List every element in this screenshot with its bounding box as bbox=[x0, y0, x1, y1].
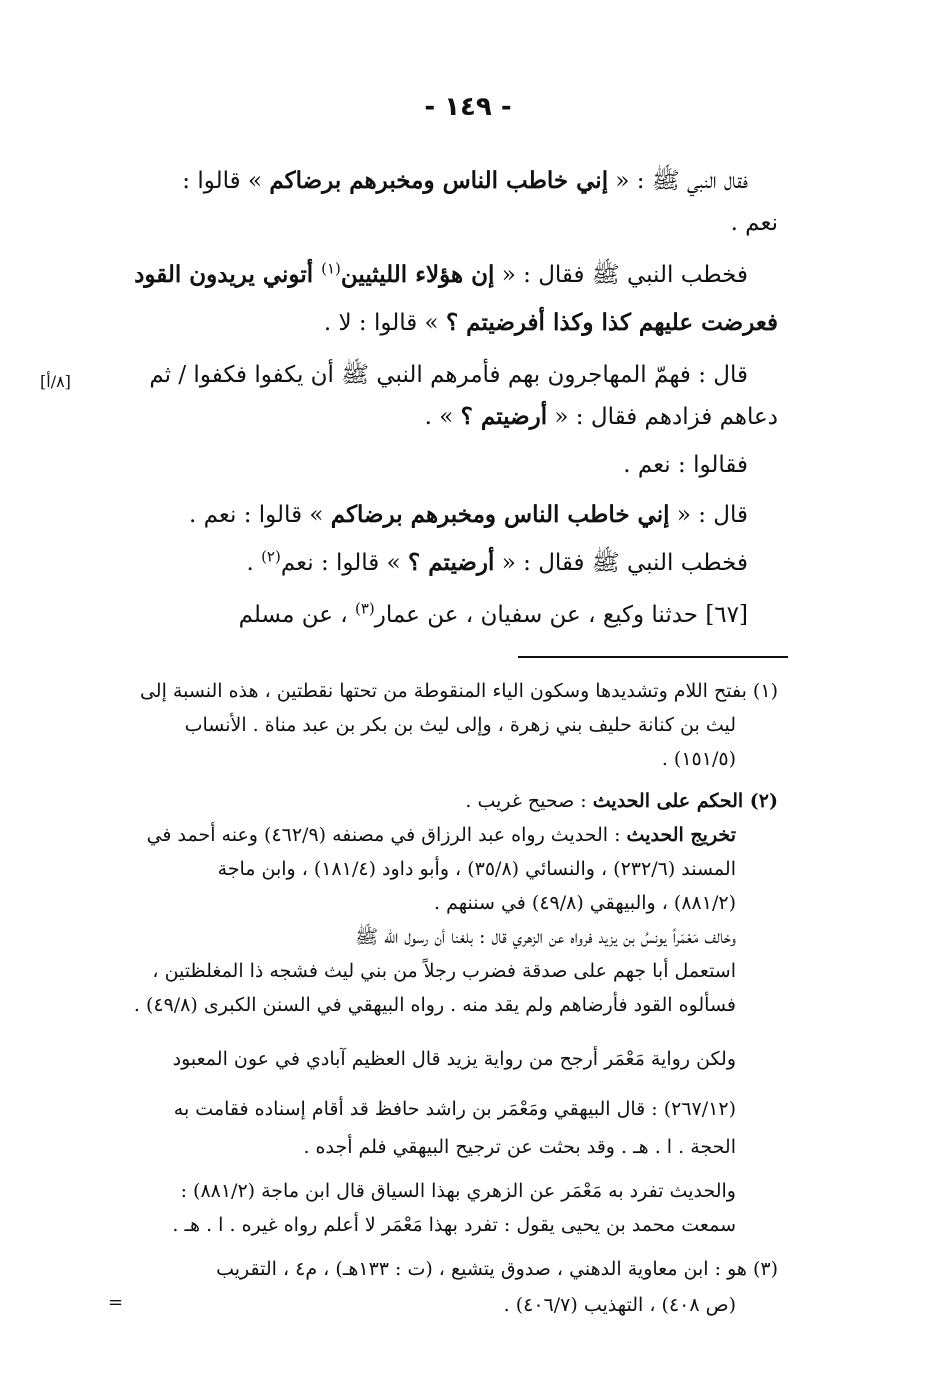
footnote-line-2: ليث بن كنانة حليف بني زهرة ، وإلى ليث بن بكر بن عبد مناة . الأنساب bbox=[184, 714, 736, 736]
main-line-8: قال : « إني خاطب الناس ومخبرهم برضاكم » قالوا : نعم . bbox=[188, 501, 748, 528]
main-line-6: دعاهم فزادهم فقال : « أرضيتم ؟ » . bbox=[424, 403, 778, 430]
main-line-3: فخطب النبي ﷺ فقال : « إن هؤلاء الليثيين$^{(١)}$ أتوني يريدون القود bbox=[134, 259, 748, 288]
footnote-line-15: سمعت محمد بن يحيى يقول : تفرد بهذا مَعْمَر لا أعلم رواه غيره . ا . هـ . bbox=[172, 1214, 736, 1236]
main-line-10: [٦٧] حدثنا وكيع ، عن سفيان ، عن عمار$^{(٣)}$ ، عن مسلم bbox=[238, 599, 748, 628]
footnote-line-3: (١٥١/٥) . bbox=[661, 748, 736, 770]
footnote-line-10: فسألوه القود فأرضاهم ولم يقد منه . رواه البيهقي في السنن الكبرى (٤٩/٨) . bbox=[133, 994, 736, 1016]
footnote-ref-2: (٢) bbox=[261, 547, 281, 566]
footnote-ref-1: (١) bbox=[321, 259, 341, 278]
footnote-ref-3: (٣) bbox=[354, 599, 375, 618]
main-line-5: قال : فهمّ المهاجرون بهم فأمرهم النبي ﷺ أن يكفوا فكفوا / ثم bbox=[149, 362, 748, 388]
footnote-line-1: (١) بفتح اللام وتشديدها وسكون الياء المنقوطة من تحتها نقطتين ، هذه النسبة إلى bbox=[139, 680, 778, 702]
footnote-line-17: (ص ٤٠٨) ، التهذيب (٤٠٦/٧) . bbox=[503, 1294, 736, 1316]
manuscript-folio-ref: [٨/أ] bbox=[40, 372, 71, 391]
main-line-2: نعم . bbox=[730, 210, 778, 236]
footnote-line-16: (٣) هو : ابن معاوية الدهني ، صدوق يتشيع ، (ت : ١٣٣هـ) ، م٤ ، التقريب bbox=[216, 1258, 778, 1280]
main-line-1: فقال النبي ﷺ : « إني خاطب الناس ومخبرهم برضاكم » قالوا : bbox=[182, 167, 748, 194]
footnote-line-11: ولكن رواية مَعْمَر أرجح من رواية يزيد قال العظيم آبادي في عون المعبود bbox=[172, 1048, 736, 1070]
footnote-line-8: وخالف مَعْمَراً يونسُ بن يزيد فرواه عن الزهري قال : بلغنا أن رسول الله ﷺ bbox=[355, 926, 736, 948]
footnote-line-12: (٢٦٧/١٢) : قال البيهقي ومَعْمَر بن راشد حافظ قد أقام إسناده فقامت به bbox=[173, 1098, 736, 1120]
footnote-line-13: الحجة . ا . هـ . وقد بحثت عن ترجيح البيهقي فلم أجده . bbox=[303, 1136, 736, 1158]
footnote-line-14: والحديث تفرد به مَعْمَر عن الزهري بهذا السياق قال ابن ماجة (٨٨١/٢) : bbox=[180, 1180, 736, 1202]
page-number: - ١٤٩ - bbox=[424, 92, 512, 122]
main-line-7: فقالوا : نعم . bbox=[623, 452, 748, 478]
main-line-4: فعرضت عليهم كذا وكذا أفرضيتم ؟ » قالوا : لا . bbox=[323, 309, 778, 336]
footnote-separator bbox=[518, 656, 788, 658]
footnote-line-4: (٢) الحكم على الحديث : صحيح غريب . bbox=[465, 790, 778, 812]
footnote-line-5: تخريج الحديث : الحديث رواه عبد الرزاق في مصنفه (٤٦٢/٩) وعنه أحمد في bbox=[146, 824, 736, 846]
main-line-9: فخطب النبي ﷺ فقال : « أرضيتم ؟ » قالوا : نعم$^{(٢)}$ . bbox=[246, 547, 748, 576]
footnote-line-9: استعمل أبا جهم على صدقة فضرب رجلاً من بني ليث فشجه ذا المغلظتين ، bbox=[152, 960, 736, 982]
footnote-line-6: المسند (٢٣٢/٦) ، والنسائي (٣٥/٨) ، وأبو داود (١٨١/٤) ، وابن ماجة bbox=[217, 858, 736, 880]
continuation-mark: = bbox=[108, 1292, 124, 1313]
footnote-line-7: (٨٨١/٢) ، والبيهقي (٤٩/٨) في سننهم . bbox=[434, 892, 736, 914]
